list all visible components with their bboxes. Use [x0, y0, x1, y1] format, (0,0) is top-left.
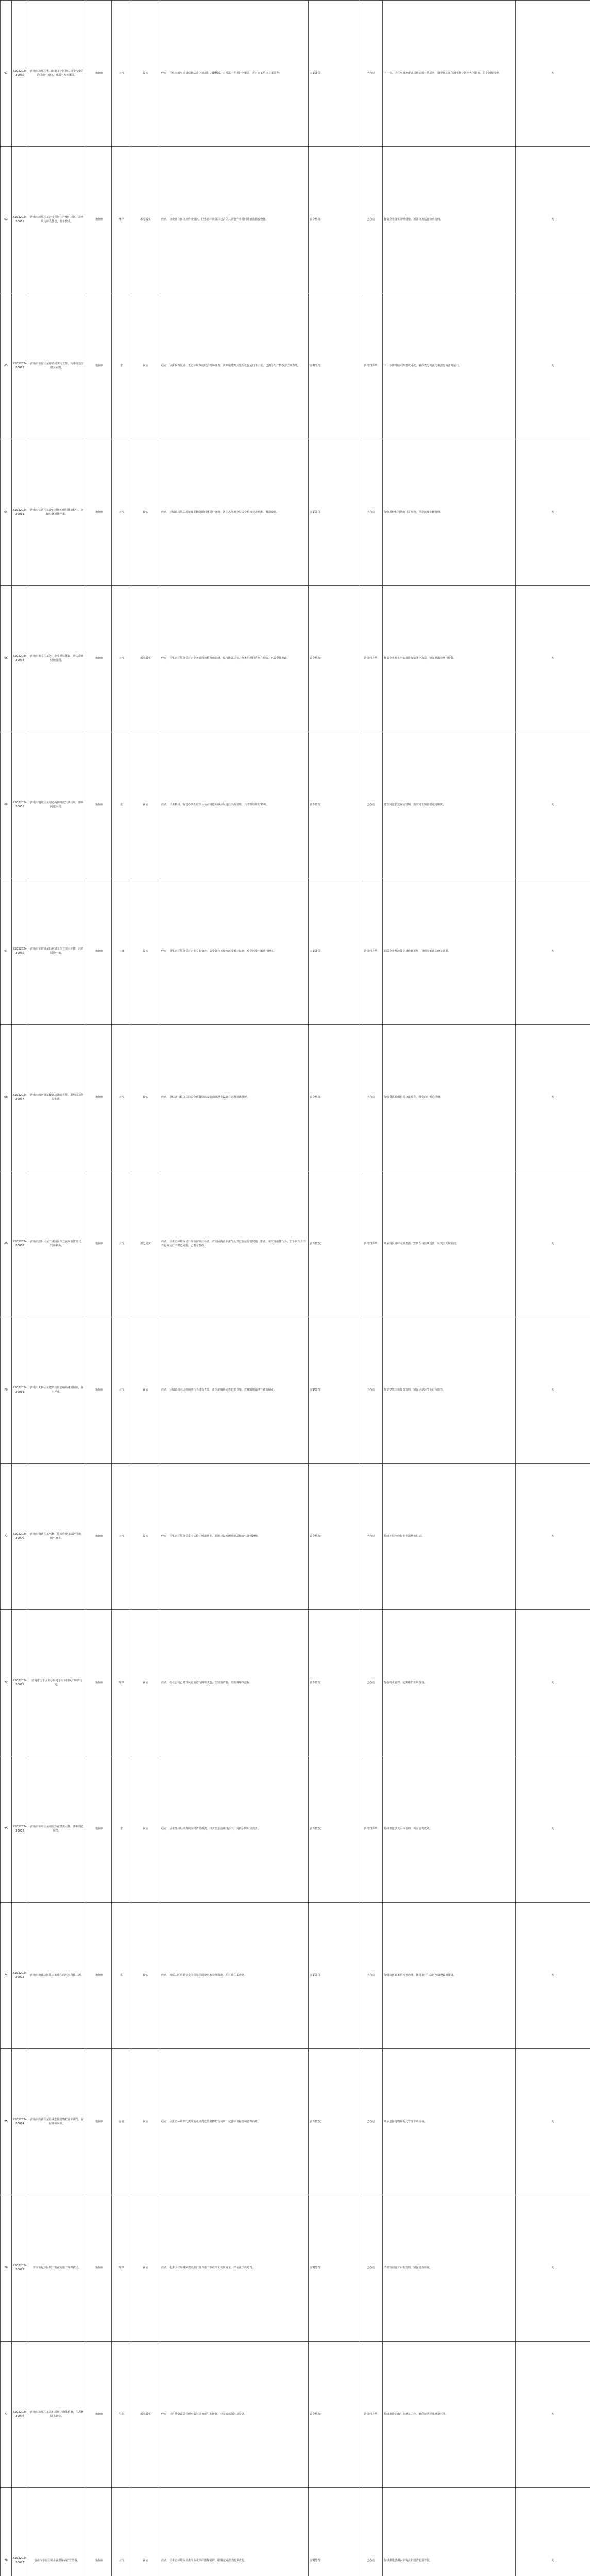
- cell-content: 济南市历城区华山街道某小区施工扬尘污染防治措施不到位，裸露土方未覆盖。: [28, 1, 86, 147]
- cell-duty: 无: [516, 732, 590, 878]
- cell-content: 济南市历城区某企业夜间生产噪声扰民，影响周边居民休息，要求整改。: [28, 147, 86, 293]
- cell-measures: 规范建筑垃圾处置管理，加强运输环节全过程监管。: [383, 1317, 516, 1464]
- cell-no: 71: [1, 1464, 12, 1610]
- cell-status: 阶段性办结: [359, 586, 383, 732]
- cell-duty: 无: [516, 1756, 590, 1903]
- cell-district: 济南市: [86, 1, 112, 147]
- cell-district: 济南市: [86, 1903, 112, 2049]
- cell-measures: 下一步，区住房城乡建设局将加强日常巡查，督促施工单位落实扬尘防治各项措施，防止问题反弹。: [383, 1, 516, 147]
- cell-duty: 无: [516, 2195, 590, 2342]
- cell-verify: 属实: [131, 2195, 160, 2342]
- table-row: [1, 1464, 590, 1610]
- table-row: [1, 147, 590, 293]
- cell-district: 济南市: [86, 878, 112, 1025]
- cell-duty: 无: [516, 586, 590, 732]
- cell-district: 济南市: [86, 1756, 112, 1903]
- cell-district: 济南市: [86, 2195, 112, 2342]
- table-row: [1, 878, 590, 1025]
- cell-process: 经查，区水利局、街道办事处组织人员对河道两侧垃圾进行全面清理，共清理垃圾约30吨。: [160, 732, 309, 878]
- cell-duty: 无: [516, 2342, 590, 2488]
- cell-process: 经查，区畜牧兽医局、生态环境分局联合现场核查，该养殖场粪污处理设施运行不正常，已责令停产整改并立案查处。: [160, 293, 309, 439]
- cell-content: 济南市市中区某河段存在黑臭水体，影响周边环境。: [28, 1756, 86, 1903]
- cell-measures: 建立河道长效保洁机制，落实河长制日常巡河制度。: [383, 732, 516, 878]
- cell-district: 济南市: [86, 147, 112, 293]
- cell-measures: 下一步将持续跟踪整改进度，确保粪污资源化利用设施正常运行。: [383, 293, 516, 439]
- cell-no: 69: [1, 1171, 12, 1317]
- cell-measures: 督促企业落实降噪措施，加强夜间巡查检查力度。: [383, 147, 516, 293]
- cell-no: 78: [1, 2488, 12, 2576]
- cell-process: 经查，起步区住房城乡建设部门责令施工单位停止夜间施工，并依法予以处罚。: [160, 2195, 309, 2342]
- cell-verify: 属实: [131, 1464, 160, 1610]
- table-row: [1, 2195, 590, 2342]
- cell-no: 75: [1, 2049, 12, 2195]
- cell-result: 责令整改: [309, 1756, 359, 1903]
- cell-no: 74: [1, 1903, 12, 2049]
- cell-result: 责令整改: [309, 2342, 359, 2488]
- cell-no: 73: [1, 1756, 12, 1903]
- cell-content: 济南市章丘区某养殖场粪污直排，污染周边沟渠及农田。: [28, 293, 86, 439]
- cell-result: 立案处罚: [309, 2488, 359, 2576]
- cell-code: X2022024 20066: [12, 878, 28, 1025]
- table-row: [1, 1, 590, 147]
- cell-type: 水: [112, 293, 131, 439]
- cell-result: 立案处罚: [309, 439, 359, 586]
- cell-type: 大气: [112, 2488, 131, 2576]
- cell-duty: 无: [516, 2488, 590, 2576]
- cell-measures: 加强餐饮油烟日常执法检查，督促商户规范经营。: [383, 1025, 516, 1171]
- cell-district: 济南市: [86, 2342, 112, 2488]
- cell-process: 经查，县综合行政执法局责令该餐饮店安装油烟净化设施并定期清洗维护。: [160, 1025, 309, 1171]
- cell-process: 经查，区生态环境分局开展夜间突击检查，对园区内企业废气处理设施运行情况逐一排查，未发现偷排行为，但个别企业存在设施运行不规范问题，已责令整改。: [160, 1171, 309, 1317]
- cell-content: 济南市商河县某餐饮店油烟直排，影响周边居民生活。: [28, 1025, 86, 1171]
- cell-verify: 属实: [131, 439, 160, 586]
- cell-result: 责令整改: [309, 586, 359, 732]
- cell-code: X2022024 20072: [12, 1756, 28, 1903]
- cell-no: 76: [1, 2195, 12, 2342]
- table-row: [1, 1171, 590, 1317]
- cell-status: 已办结: [359, 1903, 383, 2049]
- cell-district: 济南市: [86, 1464, 112, 1610]
- cell-result: 立案处罚: [309, 2195, 359, 2342]
- cell-content: 济南市钢城区某河道两侧堆放生活垃圾，影响河道水质。: [28, 732, 86, 878]
- cell-type: 大气: [112, 1464, 131, 1610]
- cell-no: 63: [1, 293, 12, 439]
- table-row: [1, 732, 590, 878]
- cell-duty: 无: [516, 878, 590, 1025]
- cell-code: X2022024 20076: [12, 2342, 28, 2488]
- cell-content: 济南市章丘区某企业燃煤锅炉冒黑烟。: [28, 2488, 86, 2576]
- cell-district: 济南市: [86, 2488, 112, 2576]
- cell-verify: 属实: [131, 1317, 160, 1464]
- cell-measures: 加强物业管理，定期维护排风设备。: [383, 1610, 516, 1756]
- cell-duty: 无: [516, 1464, 590, 1610]
- cell-verify: 部分属实: [131, 1171, 160, 1317]
- cell-content: 济南市起步区某工地夜间施工噪声扰民。: [28, 2195, 86, 2342]
- cell-verify: 属实: [131, 1025, 160, 1171]
- cell-status: 已办结: [359, 439, 383, 586]
- cell-status: 已办结: [359, 1317, 383, 1464]
- cell-code: X2022024 20063: [12, 439, 28, 586]
- cell-no: 64: [1, 439, 12, 586]
- cell-code: X2022024 20064: [12, 586, 28, 732]
- cell-status: 阶段性办结: [359, 293, 383, 439]
- cell-content: 济南市历城区某采石场破坏山体植被，生态修复不到位。: [28, 2342, 86, 2488]
- cell-duty: 无: [516, 1171, 590, 1317]
- cell-code: X2022024 20074: [12, 2049, 28, 2195]
- cell-verify: 属实: [131, 2049, 160, 2195]
- cell-content: 济南市平阴县某石材加工企业废水外排，污染周边土壤。: [28, 878, 86, 1025]
- cell-duty: 无: [516, 439, 590, 586]
- cell-type: 水: [112, 1903, 131, 2049]
- cell-verify: 属实: [131, 732, 160, 878]
- table-row: [1, 1025, 590, 1171]
- cell-code: X2022024 20067: [12, 1025, 28, 1171]
- cell-result: 责令整改: [309, 1610, 359, 1756]
- cell-type: 大气: [112, 1317, 131, 1464]
- cell-content: 济南市槐荫区某汽修厂喷漆作业无防护措施，废气直排。: [28, 1464, 86, 1610]
- cell-result: 立案处罚: [309, 293, 359, 439]
- table-row: [1, 2049, 590, 2195]
- cell-measures: 加快推进燃煤锅炉淘汰和清洁能源替代。: [383, 2488, 516, 2576]
- cell-type: 大气: [112, 1171, 131, 1317]
- cell-verify: 部分属实: [131, 2342, 160, 2488]
- cell-measures: 严格夜间施工审批管理，加强巡查检查。: [383, 2195, 516, 2342]
- cell-measures: 督促企业对生产装置进行密闭化改造，加强泄漏检测与修复。: [383, 586, 516, 732]
- table-row: [1, 1903, 590, 2049]
- cell-process: 经查，区生态环境分局责令企业停用燃煤锅炉，限期完成清洁能源改造。: [160, 2488, 309, 2576]
- cell-measures: 开展园区异味专项整治，安装在线监测设备，实现全天候监控。: [383, 1171, 516, 1317]
- cell-district: 济南市: [86, 1171, 112, 1317]
- cell-district: 济南市: [86, 732, 112, 878]
- cell-content: 济南市南部山区某农家乐生活污水直排山涧。: [28, 1903, 86, 2049]
- cell-content: 济南市天桥区某建筑垃圾消纳场违规倾倒，扬尘严重。: [28, 1317, 86, 1464]
- cell-status: 阶段性办结: [359, 2342, 383, 2488]
- cell-verify: 属实: [131, 1610, 160, 1756]
- cell-code: X2022024 20069: [12, 1317, 28, 1464]
- cell-status: 阶段性办结: [359, 1171, 383, 1317]
- cell-result: 责令整改: [309, 1171, 359, 1317]
- cell-code: X2022024 20070: [12, 1464, 28, 1610]
- cell-verify: 属实: [131, 293, 160, 439]
- cell-content: 济南市莱芜区某化工企业异味扰民，周边群众反映强烈。: [28, 586, 86, 732]
- cell-measures: 加强山区农家乐污水治理，推进农村生活污水处理设施建设。: [383, 1903, 516, 2049]
- cell-duty: 无: [516, 1610, 590, 1756]
- table-row: [1, 586, 590, 732]
- cell-status: 已办结: [359, 147, 383, 293]
- cell-no: 68: [1, 1025, 12, 1171]
- cell-district: 济南市: [86, 293, 112, 439]
- cell-type: 大气: [112, 439, 131, 586]
- cell-status: 已办结: [359, 1, 383, 147]
- cell-code: X2022024 20075: [12, 2195, 28, 2342]
- cell-measures: 持续推进黑臭水体治理，巩固治理成效。: [383, 1756, 516, 1903]
- table-row: [1, 439, 590, 586]
- cell-process: 经查，该企业存在夜间作业情况，区生态环境分局已责令其调整作业时间并加装隔音设施。: [160, 147, 309, 293]
- cell-status: 已办结: [359, 2195, 383, 2342]
- cell-result: 责令整改: [309, 1464, 359, 1610]
- cell-process: 经查，区城管局依法对运输车辆遗撒问题进行查处，区生态环境分局责令料场完善喷淋、覆盖设施。: [160, 439, 309, 586]
- table-row: [1, 1317, 590, 1464]
- cell-code: X2022024 20073: [12, 1903, 28, 2049]
- cell-measures: 开展危险废物规范化管理专项检查。: [383, 2049, 516, 2195]
- cell-type: 大气: [112, 1, 131, 147]
- cell-process: 经查，区自然资源局组织对采石场开展生态修复，已完成部分区域复绿。: [160, 2342, 309, 2488]
- cell-measures: 加强对砂石料场的日常监管，规范运输车辆管理。: [383, 439, 516, 586]
- cell-duty: 无: [516, 1903, 590, 2049]
- cell-district: 济南市: [86, 1025, 112, 1171]
- cell-content: 济南市高新区某企业危险废物贮存不规范，存在环境风险。: [28, 2049, 86, 2195]
- cell-process: 经查，区城管局对违规倾倒行为进行查处，责令消纳场完善防尘设施，对裸露地面进行覆盖绿化。: [160, 1317, 309, 1464]
- cell-result: 立案处罚: [309, 1317, 359, 1464]
- cell-code: X2022024 20068: [12, 1171, 28, 1317]
- cell-no: 70: [1, 1317, 12, 1464]
- cell-code: X2022024 20060: [12, 1, 28, 147]
- cell-verify: 属实: [131, 1, 160, 147]
- cell-duty: 无: [516, 1317, 590, 1464]
- cell-code: X2022024 20061: [12, 147, 28, 293]
- cell-verify: 属实: [131, 1756, 160, 1903]
- cell-verify: 属实: [131, 878, 160, 1025]
- cell-measures: 持续推进矿山生态修复工作，确保按期完成修复任务。: [383, 2342, 516, 2488]
- table-row: [1, 2488, 590, 2576]
- cell-process: 经查，县生态环境分局对企业立案查处，责令其完善废水沉淀循环设施，对受污染土壤进行修复。: [160, 878, 309, 1025]
- cell-type: 噪声: [112, 147, 131, 293]
- cell-district: 济南市: [86, 586, 112, 732]
- cell-no: 65: [1, 586, 12, 732]
- cell-duty: 无: [516, 147, 590, 293]
- table-row: [1, 293, 590, 439]
- cell-district: 济南市: [86, 1610, 112, 1756]
- cell-duty: 无: [516, 293, 590, 439]
- cell-status: 已办结: [359, 732, 383, 878]
- cell-type: 大气: [112, 586, 131, 732]
- cell-status: 已办结: [359, 2488, 383, 2576]
- cell-status: 阶段性办结: [359, 878, 383, 1025]
- cell-process: 经查，南部山区管委会责令农家乐建设污水处理设施，并对其立案查处。: [160, 1903, 309, 2049]
- cell-no: 67: [1, 878, 12, 1025]
- cell-code: X2022024 20071: [12, 1610, 28, 1756]
- cell-verify: 部分属实: [131, 147, 160, 293]
- cell-verify: 属实: [131, 1903, 160, 2049]
- cell-result: 立案处罚: [309, 1, 359, 147]
- table-row: [1, 1756, 590, 1903]
- cell-verify: 属实: [131, 2488, 160, 2576]
- cell-no: 61: [1, 1, 12, 147]
- cell-code: X2022024 20065: [12, 732, 28, 878]
- cell-status: 已办结: [359, 1464, 383, 1610]
- cell-process: 经查，物业公司已对排风设备进行降噪改造，加装消声器，经监测噪声达标。: [160, 1610, 309, 1756]
- cell-status: 已办结: [359, 2049, 383, 2195]
- cell-duty: 无: [516, 1025, 590, 1171]
- cell-district: 济南市: [86, 2049, 112, 2195]
- cell-process: 经查，区水务局组织开展河段清淤疏浚，排查整治沿线排污口，河段水质明显改善。: [160, 1756, 309, 1903]
- cell-result: 责令整改: [309, 2049, 359, 2195]
- cell-measures: 跟踪企业整改及土壤修复进展，组织专家评估修复效果。: [383, 878, 516, 1025]
- cell-code: X2022024 20062: [12, 293, 28, 439]
- cell-content: 济南市历下区某小区地下车库排风口噪声扰民。: [28, 1610, 86, 1756]
- cell-no: 62: [1, 147, 12, 293]
- cell-code: X2022024 20077: [12, 2488, 28, 2576]
- cell-no: 77: [1, 2342, 12, 2488]
- cell-status: 已办结: [359, 1610, 383, 1756]
- cell-duty: 无: [516, 1, 590, 147]
- cell-process: 经查，区生态环境分局对企业开展现场检查和监测，废气排放达标，但无组织排放存在异味，已责令其整改。: [160, 586, 309, 732]
- cell-process: 经查，区住房城乡建设局依法责令该项目立即整改，对裸露土方进行全覆盖，并对施工单位立案调查。: [160, 1, 309, 147]
- cell-measures: 持续开展汽修行业专项整治行动。: [383, 1464, 516, 1610]
- cell-type: 水: [112, 1756, 131, 1903]
- cell-result: 责令整改: [309, 147, 359, 293]
- cell-content: 济南市长清区某砂石料场无组织排放粉尘，运输车辆遗撒严重。: [28, 439, 86, 586]
- cell-type: 生态: [112, 2342, 131, 2488]
- cell-district: 济南市: [86, 1317, 112, 1464]
- cell-no: 66: [1, 732, 12, 878]
- cell-status: 阶段性办结: [359, 1756, 383, 1903]
- cell-type: 噪声: [112, 1610, 131, 1756]
- cell-result: 立案处罚: [309, 1903, 359, 2049]
- cell-result: 责令整改: [309, 1025, 359, 1171]
- cell-result: 立案处罚: [309, 878, 359, 1025]
- table-row: [1, 2342, 590, 2488]
- cell-result: 责令整改: [309, 732, 359, 878]
- cell-verify: 部分属实: [131, 586, 160, 732]
- cell-type: 大气: [112, 1025, 131, 1171]
- cell-no: 72: [1, 1610, 12, 1756]
- cell-content: 济南市济阳区某工业园区企业夜间偷排废气，气味刺鼻。: [28, 1171, 86, 1317]
- cell-process: 经查，区生态环境分局责令其停止喷漆作业，限期建设密闭喷漆房和废气处理设施。: [160, 1464, 309, 1610]
- cell-type: 固废: [112, 2049, 131, 2195]
- cell-type: 土壤: [112, 878, 131, 1025]
- cell-duty: 无: [516, 2049, 590, 2195]
- cell-process: 经查，区生态环境部门责令企业规范危险废物贮存场所，完善标识标签和管理台账。: [160, 2049, 309, 2195]
- cell-status: 已办结: [359, 1025, 383, 1171]
- cell-type: 水: [112, 732, 131, 878]
- table-row: [1, 1610, 590, 1756]
- cell-type: 噪声: [112, 2195, 131, 2342]
- cell-district: 济南市: [86, 439, 112, 586]
- table-body: [1, 1, 590, 2576]
